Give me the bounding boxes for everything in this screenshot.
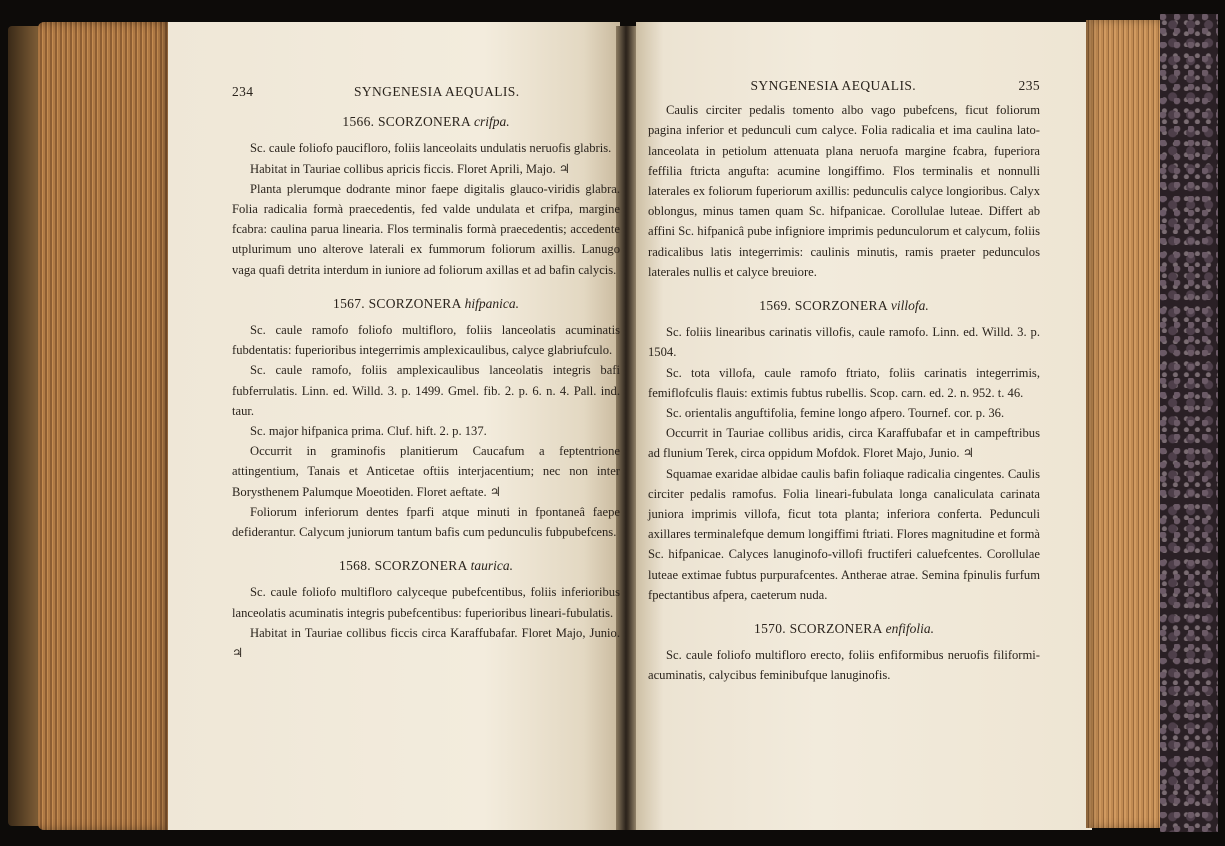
entry-paragraph: Sc. caule foliofo multifloro calyceque pubefcentibus, foliis inferioribus lanceolatis acuminatis integris pubefcentibus: fuperioribus lineari-fubulatis. xyxy=(232,585,620,620)
entry-paragraph: Squamae exaridae albidae caulis bafin foliaque radicalia cingentes. Caulis circiter pedalis ramofus. Folia lineari-fubulata longa canaliculata carinata juniora imprimis villofa, ficut tota planta; inferiora conferta. Pedunculi axillares terminalefque demum longiffimi ftriati. Flores magnitudine et formà Sc. hifpanicae. Calyces lanuginofo-villofi fructiferi caluefcentes. Corollulae luteae extimae fubtus purpurafcentes. Antherae atrae. Semina fpinulis furfum fpectantibus afpera, caeterum nuda. xyxy=(648,466,1040,602)
entry-paragraph: Occurrit in Tauriae collibus aridis, circa Karaffubafar et in campeftribus ad flunium Terek, circa oppidum Mofdok. Floret Majo, Junio. ♃ xyxy=(648,426,1040,461)
running-head: SYNGENESIA AEQUALIS. xyxy=(750,78,917,93)
page-edges-left xyxy=(38,22,170,830)
entry-paragraph: Sc. major hifpanica prima. Cluf. hift. 2. p. 137. xyxy=(250,424,487,439)
entry-paragraph: Sc. caule foliofo multifloro erecto, foliis enfiformibus neruofis filiformi-acuminatis, calycibus feminibufque lanuginofis. xyxy=(648,648,1040,683)
entry-paragraph: Sc. caule ramofo foliofo multifloro, foliis lanceolatis acuminatis fubdentatis: fuperioribus integerrimis amplexicaulibus, calyce glabriufculo. xyxy=(232,323,620,358)
book-cover-right xyxy=(1160,14,1218,832)
entry-heading: 1570. SCORZONERA enfifolia. xyxy=(754,621,934,637)
continuation-paragraph: Caulis circiter pedalis tomento albo vago pubefcens, ficut foliorum pagina inferior et pedunculi cum calyce. Folia radicalia et ima caulina lato-lanceolata in petiolum attenuata plana neruofa margine fcabra, fuperiora feffilia ftricta angufta: acumine longiffimo. Flos terminalis et nonnulli laterales ex foliorum fuperiorum axillis: pedunculis calyce longioribus. Calyx oblongus, minus tamen quam Sc. hifpanicae. Corollulae luteae. Differt ab affini Sc. hifpanicâ pube infigniore imprimis pedunculorum et calycum, foliis radicalibus latis integerrimis: caulinis minutis, ramis praeter pedunculos laterales nullis et calyce breuiore. xyxy=(648,103,1040,279)
page-number: 234 xyxy=(232,84,254,99)
entry-paragraph: Habitat in Tauriae collibus apricis ficcis. Floret Aprili, Majo. ♃ xyxy=(250,161,571,176)
entry-heading: 1567. SCORZONERA hifpanica. xyxy=(333,295,519,311)
entry-paragraph: Sc. caule ramofo, foliis amplexicaulibus lanceolatis integris bafi fubferrulatis. Linn. ed. Willd. 3. p. 1499. Gmel. fib. 2. p. 6. n. 4. Pall. ind. taur. xyxy=(232,363,620,418)
entry-paragraph: Sc. orientalis anguftifolia, femine longo afpero. Tournef. cor. p. 36. xyxy=(666,406,1005,421)
left-page-text xyxy=(232,82,620,663)
running-head: SYNGENESIA AEQUALIS. xyxy=(353,84,520,99)
right-header xyxy=(648,76,1040,96)
entry-paragraph: Sc. foliis linearibus carinatis villofis, caule ramofo. Linn. ed. Willd. 3. p. 1504. xyxy=(648,325,1040,360)
page-number: 235 xyxy=(1018,78,1040,93)
entry-paragraph: Sc. tota villofa, caule ramofo ftriato, foliis carinatis integerrimis, femiflofculis flauis: extimis fubtus rubellis. Scop. carn. ed. 2. n. 952. t. 46. xyxy=(648,365,1040,400)
entry-heading: 1569. SCORZONERA villofa. xyxy=(759,298,929,314)
entry-paragraph: Habitat in Tauriae collibus ficcis circa Karaffubafar. Floret Majo, Junio. ♃ xyxy=(232,625,620,661)
right-page-text xyxy=(648,76,1040,686)
entry-paragraph: Occurrit in graminofis planitierum Caucafum a feptentrione attingentium, Tanais et Anticetae oftiis interjacentium; nec non inter Borysthenem Palumque Moeotiden. Floret aeftate. ♃ xyxy=(232,444,620,499)
entry-paragraph: Sc. caule foliofo paucifloro, foliis lanceolaits undulatis neruofis glabris. xyxy=(250,141,612,156)
page-edges-right xyxy=(1086,20,1164,828)
entry-paragraph: Planta plerumque dodrante minor faepe digitalis glauco-viridis glabra. Folia radicalia formà praecedentis, fed valde undulata et crifpa, margine fcabra: caulina parua linearia. Flos terminalis formà praecedentis; accedente utplurimum uno alterove laterali ex fummorum foliorum axillis. Lanugo vaga quafi detrita interdum in iuniore ad foliorum axillas et ad bafin calycis. xyxy=(232,181,620,277)
left-header xyxy=(232,82,620,102)
entry-paragraph: Foliorum inferiorum dentes fparfi atque minuti in fpontaneâ faepe defiderantur. Calycum juniorum tantum bafis cum pedunculis fubpubefcens. xyxy=(232,504,620,540)
entry-heading: 1566. SCORZONERA crifpa. xyxy=(342,114,510,130)
entry-heading: 1568. SCORZONERA taurica. xyxy=(339,558,513,574)
